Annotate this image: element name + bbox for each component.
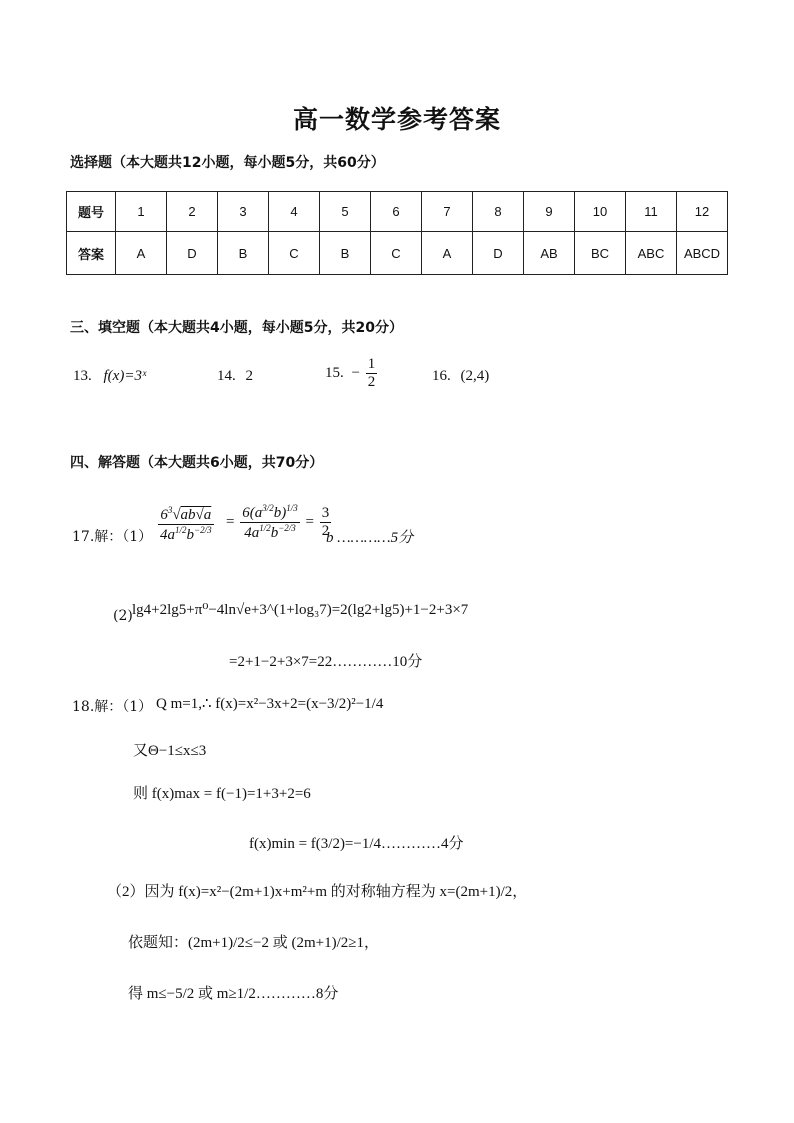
table-header-label: 题号: [67, 192, 116, 232]
section-heading-choice: 选择题（本大题共12小题，每小题5分，共60分）: [70, 155, 385, 171]
q16-answer: [432, 368, 489, 385]
table-cell-number: 11: [626, 192, 677, 232]
section-heading-solve: 四、解答题（本大题共6小题，共70分）: [70, 455, 324, 471]
q17-1-result: b …………5分: [326, 530, 414, 546]
q15-denominator: 2: [367, 374, 376, 391]
q18-label: 18.解：（1）: [72, 699, 153, 715]
q15-numerator: 1: [366, 356, 378, 374]
q17-2-expression: lg4+2lg5+π⁰−4ln√e+3^(1+log₃7)=2(lg2+lg5)+1−2+3×7: [132, 602, 469, 618]
q16-value: (2,4): [460, 368, 490, 384]
table-cell-answer: D: [473, 232, 524, 275]
table-cell-number: 12: [677, 192, 728, 232]
table-cell-number: 5: [320, 192, 371, 232]
table-answer-label: 答案: [67, 232, 116, 275]
table-cell-answer: B: [320, 232, 371, 275]
page-title: 高一数学参考答案: [292, 105, 501, 134]
q17-1-left-fraction: $\frac{6^3√ab√a}{4a^{1/2}b^{-2/3}}$: [160, 505, 212, 544]
table-cell-answer: BC: [575, 232, 626, 275]
q18-2-expression: （2）因为 f(x)=x²−(2m+1)x+m²+m 的对称轴方程为 x=(2m+1)/2，: [107, 884, 528, 900]
q18-min: f(x)min = f(3/2)=−1/4…………4分: [249, 836, 464, 852]
table-cell-number: 2: [167, 192, 218, 232]
table-row-numbers: [67, 192, 728, 232]
table-cell-answer: A: [422, 232, 473, 275]
q17-label: 17.解：（1）: [72, 529, 153, 545]
q18-1-expression: Q m=1,∴ f(x)=x²−3x+2=(x−3/2)²−1/4: [156, 696, 384, 712]
table-cell-answer: C: [371, 232, 422, 275]
q18-result: 得 m≤−5/2 或 m≥1/2…………8分: [128, 986, 339, 1002]
table-cell-number: 4: [269, 192, 320, 232]
q17-1-middle-fraction: = $\frac{6(a^{3/2}b)^{1/3}}{4a^{1/2}b^{-2/3}}$ = $\frac{3}{2}$: [226, 503, 330, 542]
table-cell-answer: D: [167, 232, 218, 275]
table-cell-number: 1: [116, 192, 167, 232]
q18-condition: 依题知：(2m+1)/2≤−2 或 (2m+1)/2≥1，: [128, 935, 379, 951]
q13-expression: f(x)=3ˣ: [103, 368, 147, 384]
table-cell-answer: C: [269, 232, 320, 275]
table-cell-answer: AB: [524, 232, 575, 275]
table-cell-number: 8: [473, 192, 524, 232]
table-cell-number: 9: [524, 192, 575, 232]
q15-sign: −: [351, 365, 360, 382]
q14-number: 14.: [217, 368, 236, 384]
q14-value: 2: [245, 368, 253, 384]
table-row-answers: [67, 232, 728, 275]
table-cell-answer: ABCD: [677, 232, 728, 275]
table-cell-number: 3: [218, 192, 269, 232]
table-cell-number: 6: [371, 192, 422, 232]
q17-2-label: (2): [113, 608, 133, 624]
answer-table: [66, 191, 728, 275]
table-cell-number: 10: [575, 192, 626, 232]
q18-max: 则 f(x)max = f(−1)=1+3+2=6: [133, 786, 311, 802]
table-cell-answer: B: [218, 232, 269, 275]
q16-number: 16.: [432, 368, 451, 384]
q17-2-result: =2+1−2+3×7=22…………10分: [229, 654, 423, 670]
q13-answer: [73, 368, 146, 385]
q15-answer: [325, 356, 379, 392]
table-cell-answer: ABC: [626, 232, 677, 275]
table-cell-number: 7: [422, 192, 473, 232]
q15-number: 15.: [325, 365, 344, 382]
table-cell-answer: A: [116, 232, 167, 275]
q14-answer: [217, 368, 253, 385]
q18-range: 又Θ−1≤x≤3: [133, 743, 207, 759]
section-heading-fill: 三、填空题（本大题共4小题，每小题5分，共20分）: [70, 320, 403, 336]
q15-fraction: [366, 356, 378, 392]
q13-number: 13.: [73, 368, 92, 384]
